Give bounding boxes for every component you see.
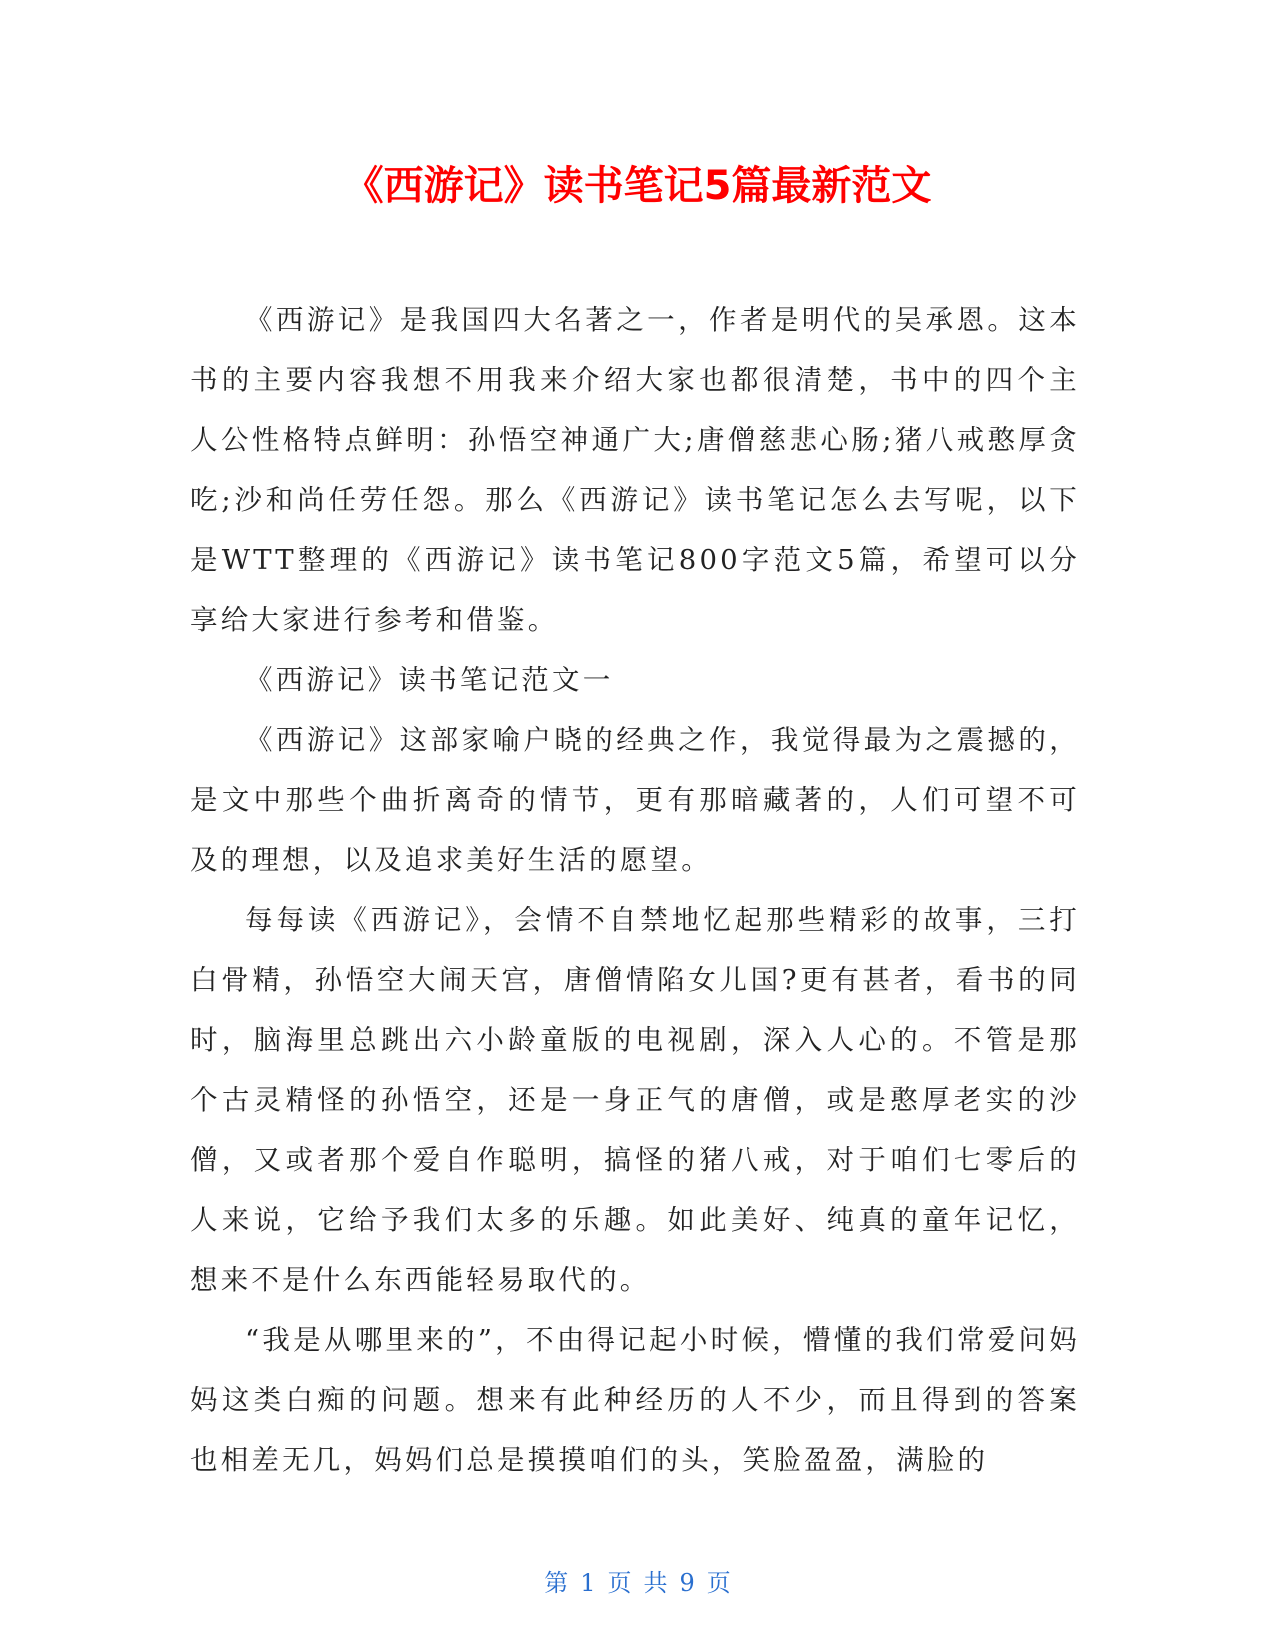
total-pages-number: 9: [679, 1569, 695, 1597]
page-word: 页: [607, 1569, 632, 1597]
page-prefix: 第: [544, 1569, 569, 1597]
total-suffix: 页: [706, 1569, 731, 1597]
paragraph: “我是从哪里来的”，不由得记起小时候，懵懂的我们常爱问妈妈这类白痴的问题。想来有此种经历的人不少，而且得到的答案也相差无几，妈妈们总是摸摸咱们的头，笑脸盈盈，满脸的: [190, 1324, 1080, 1476]
total-prefix: 共: [643, 1569, 668, 1597]
paragraph: 每每读《西游记》，会情不自禁地忆起那些精彩的故事，三打白骨精，孙悟空大闹天宫，唐僧情陷女儿国?更有甚者，看书的同时，脑海里总跳出六小龄童版的电视剧，深入人心的。不管是那个古灵精怪的孙悟空，还是一身正气的唐僧，或是憨厚老实的沙僧，又或者那个爱自作聪明，搞怪的猪八戒，对于咱们七零后的人来说，它给予我们太多的乐趣。如此美好、纯真的童年记忆，想来不是什么东西能轻易取代的。: [190, 904, 1080, 1296]
section-heading: 《西游记》读书笔记范文一: [245, 664, 614, 696]
document-title: 《西游记》读书笔记5篇最新范文: [343, 163, 932, 209]
paragraph-intro: 《西游记》是我国四大名著之一，作者是明代的吴承恩。这本书的主要内容我想不用我来介绍大家也都很清楚，书中的四个主人公性格特点鲜明：孙悟空神通广大;唐僧慈悲心肠;猪八戒憨厚贪吃;沙和尚任劳任怨。那么《西游记》读书笔记怎么去写呢，以下是WTT整理的《西游记》读书笔记800字范文5篇，希望可以分享给大家进行参考和借鉴。: [190, 304, 1080, 636]
page-number-footer: [0, 1568, 1275, 1598]
paragraph: 《西游记》这部家喻户晓的经典之作，我觉得最为之震撼的，是文中那些个曲折离奇的情节，更有那暗藏著的，人们可望不可及的理想，以及追求美好生活的愿望。: [190, 724, 1080, 876]
current-page-number: 1: [580, 1569, 596, 1597]
document-body: [190, 290, 1080, 1490]
